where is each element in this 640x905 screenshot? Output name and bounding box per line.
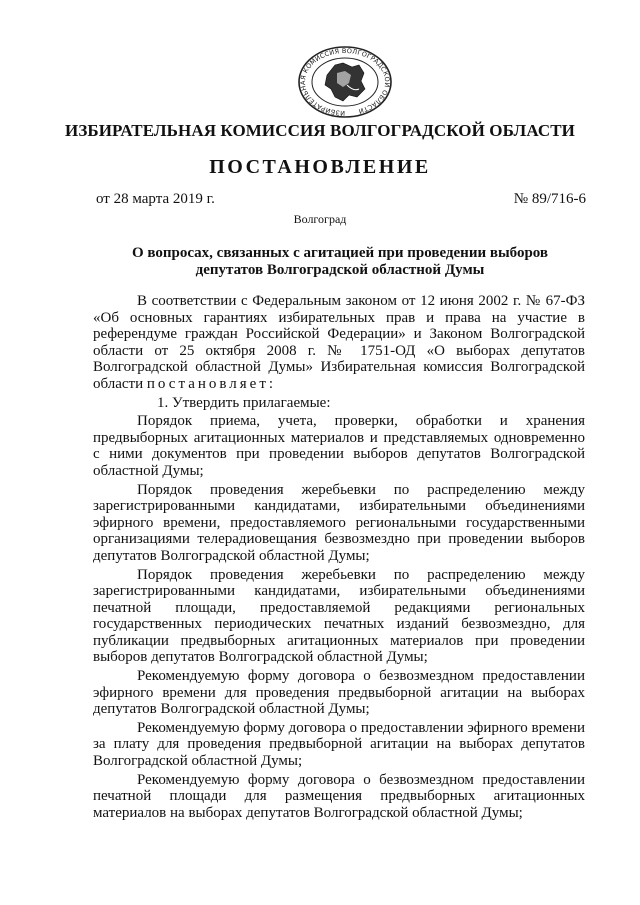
list-item: Рекомендуемую форму договора о предоставлении эфирного времени за плату для проведения предвыборной агитации на выборах депутатов Волгоградской областной Думы; [93, 719, 585, 770]
document-type: ПОСТАНОВЛЕНИЕ [209, 156, 431, 178]
intro-paragraph [93, 293, 585, 393]
list-item: Порядок приема, учета, проверки, обработки и хранения предвыборных агитационных материалов и представляемых одновременно с ними документов при проведении выборов депутатов Волгоградской областной Думы; [93, 413, 585, 479]
list-item: Рекомендуемую форму договора о безвозмездном предоставлении эфирного времени для проведения предвыборной агитации на выборах депутатов Волгоградской областной Думы; [93, 668, 585, 718]
decree-word: постановляет: [146, 375, 277, 392]
list-item: Порядок проведения жеребьевки по распределению между зарегистрированными кандидатами, избирательными объединениями эфирного времени, предоставляемого региональными государственными организациями телерадиовещания безвозмездно при проведении выборов депутатов Волгоградской областной Думы; [93, 481, 585, 564]
document-body [93, 293, 585, 823]
emblem-seal-icon [297, 45, 393, 119]
document-number: № 89/716-6 [513, 191, 586, 207]
document-date: от 28 марта 2019 г. [96, 191, 215, 207]
document-city: Волгоград [293, 212, 347, 226]
subject-line-1: О вопросах, связанных с агитацией при проведении выборов [131, 245, 549, 261]
list-item: Порядок проведения жеребьевки по распределению между зарегистрированными кандидатами, избирательными объединениями печатной площади, предоставляемой редакциями региональных государственных периодических печатных изданий безвозмездно, для публикации предвыборных агитационных материалов при проведении выборов депутатов Волгоградской областной Думы; [93, 566, 585, 666]
intro-text: В соответствии с Федеральным законом от 12 июня 2002 г. № 67-ФЗ «Об основных гарантиях избирательных прав и права на участие в референдуме граждан Российской Федерации» и Законом Волгоградской области от 25 октября 2008 г. № 1751-ОД «О выборах депутатов Волгоградской областной Думы» Избирательная комиссия Волгоградской области [93, 293, 585, 392]
item-1-heading: 1. Утвердить прилагаемые: [157, 394, 331, 411]
subject-line-2: депутатов Волгоградской областной Думы [195, 262, 485, 278]
svg-text:ИЗБИРАТЕЛЬНАЯ КОМИССИЯ ВОЛГОГР: ИЗБИРАТЕЛЬНАЯ КОМИССИЯ ВОЛГОГРАДСКОЙ ОБЛАСТИ [298, 46, 392, 118]
list-item: Рекомендуемую форму договора о безвозмездном предоставлении печатной площади для размещения предвыборных агитационных материалов на выборах депутатов Волгоградской областной Думы; [93, 771, 585, 821]
document-subject [120, 245, 560, 279]
organization-name: ИЗБИРАТЕЛЬНАЯ КОМИССИЯ ВОЛГОГРАДСКОЙ ОБЛАСТИ [65, 121, 575, 140]
